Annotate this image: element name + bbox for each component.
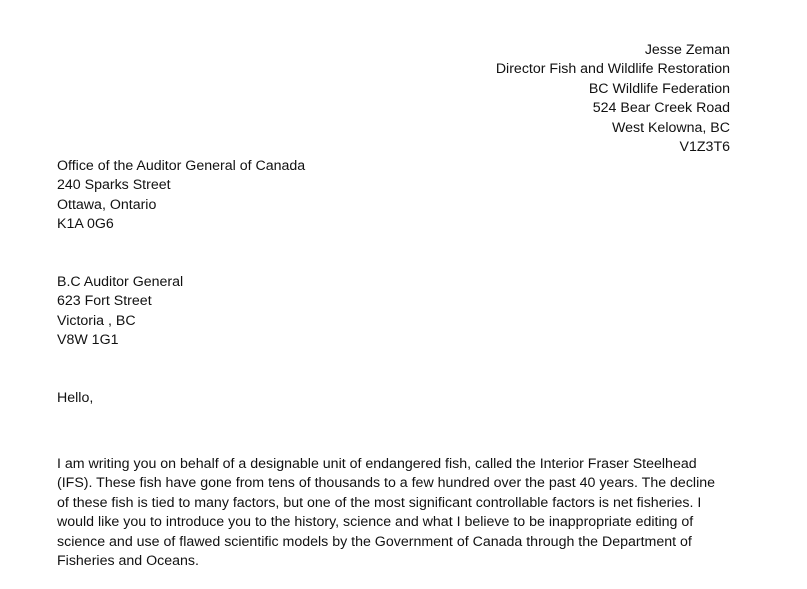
body-line: science and use of flawed scientific models by the Government of Canada through the Department of	[57, 533, 692, 550]
sender-address-block	[496, 41, 730, 157]
recipient-2-street: 623 Fort Street	[57, 293, 152, 310]
body-line: (IFS). These fish have gone from tens of thousands to a few hundred over the past 40 years. The decline	[57, 475, 716, 492]
recipient-address-block-provincial	[57, 273, 183, 351]
recipient-2-name: B.C Auditor General	[57, 274, 184, 290]
recipient-1-name: Office of the Auditor General of Canada	[57, 158, 306, 174]
body-line: of these fish is tied to many factors, but one of the most significant controllable factors is net fisheries. I	[57, 494, 702, 511]
sender-street: 524 Bear Creek Road	[592, 100, 730, 117]
sender-name: Jesse Zeman	[644, 42, 730, 58]
sender-title: Director Fish and Wildlife Restoration	[495, 61, 730, 78]
body-line: would like you to introduce you to the history, science and what I believe to be inappropriate editing of	[57, 514, 694, 531]
recipient-2-city: Victoria , BC	[57, 312, 136, 329]
sender-organization: BC Wildlife Federation	[588, 80, 730, 97]
recipient-1-postal-code: K1A 0G6	[57, 216, 114, 233]
recipient-1-street: 240 Sparks Street	[57, 177, 171, 194]
greeting: Hello,	[57, 390, 94, 406]
body-line: I am writing you on behalf of a designable unit of endangered fish, called the Interior Fraser Steelhead	[57, 456, 697, 472]
recipient-1-city: Ottawa, Ontario	[57, 196, 157, 213]
body-line: Fisheries and Oceans.	[57, 553, 199, 570]
recipient-2-postal-code: V8W 1G1	[57, 332, 119, 349]
recipient-address-block-federal	[57, 157, 305, 235]
body-paragraph	[57, 455, 757, 571]
sender-postal-code: V1Z3T6	[679, 139, 730, 156]
sender-city: West Kelowna, BC	[611, 119, 730, 136]
